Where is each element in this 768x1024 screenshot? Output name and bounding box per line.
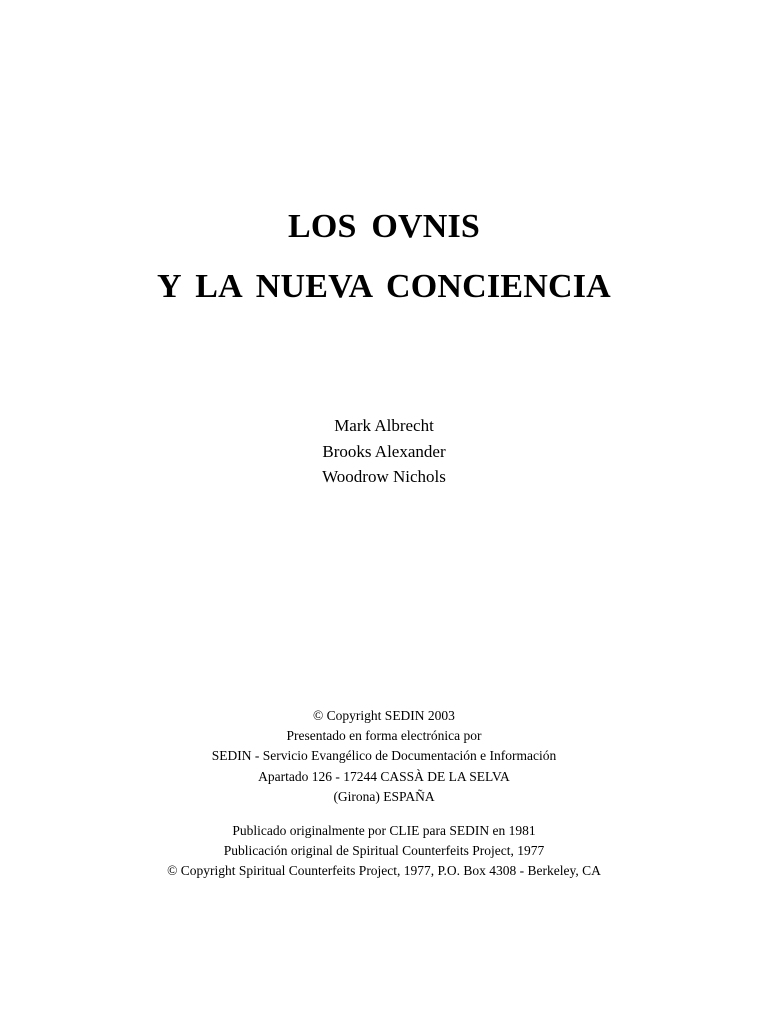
original-copyright-line: © Copyright Spiritual Counterfeits Project, 1977, P.O. Box 4308 - Berkeley, CA: [167, 863, 601, 879]
publisher-address: Apartado 126 - 17244 CASSÀ DE LA SELVA: [258, 768, 510, 784]
publisher-presented: Presentado en forma electrónica por: [286, 728, 482, 744]
original-publication-line: Publicado originalmente por CLIE para SEDIN en 1981: [232, 823, 536, 838]
title-line-1: LOS OVNIS: [287, 208, 481, 245]
publisher-copyright: © Copyright SEDIN 2003: [313, 708, 455, 723]
original-publication-line: Publicación original de Spiritual Counterfeits Project, 1977: [223, 843, 545, 859]
title-line-2: Y LA NUEVA CONCIENCIA: [157, 268, 611, 305]
original-publication-block: [0, 821, 768, 882]
author-name: Brooks Alexander: [322, 441, 446, 461]
publisher-name: SEDIN - Servicio Evangélico de Documentación e Información: [211, 748, 557, 764]
author-name: Mark Albrecht: [334, 416, 434, 435]
publisher-block: [0, 706, 768, 807]
authors-block: [0, 413, 768, 490]
publisher-region: (Girona) ESPAÑA: [333, 788, 435, 804]
author-name: Woodrow Nichols: [322, 467, 446, 486]
